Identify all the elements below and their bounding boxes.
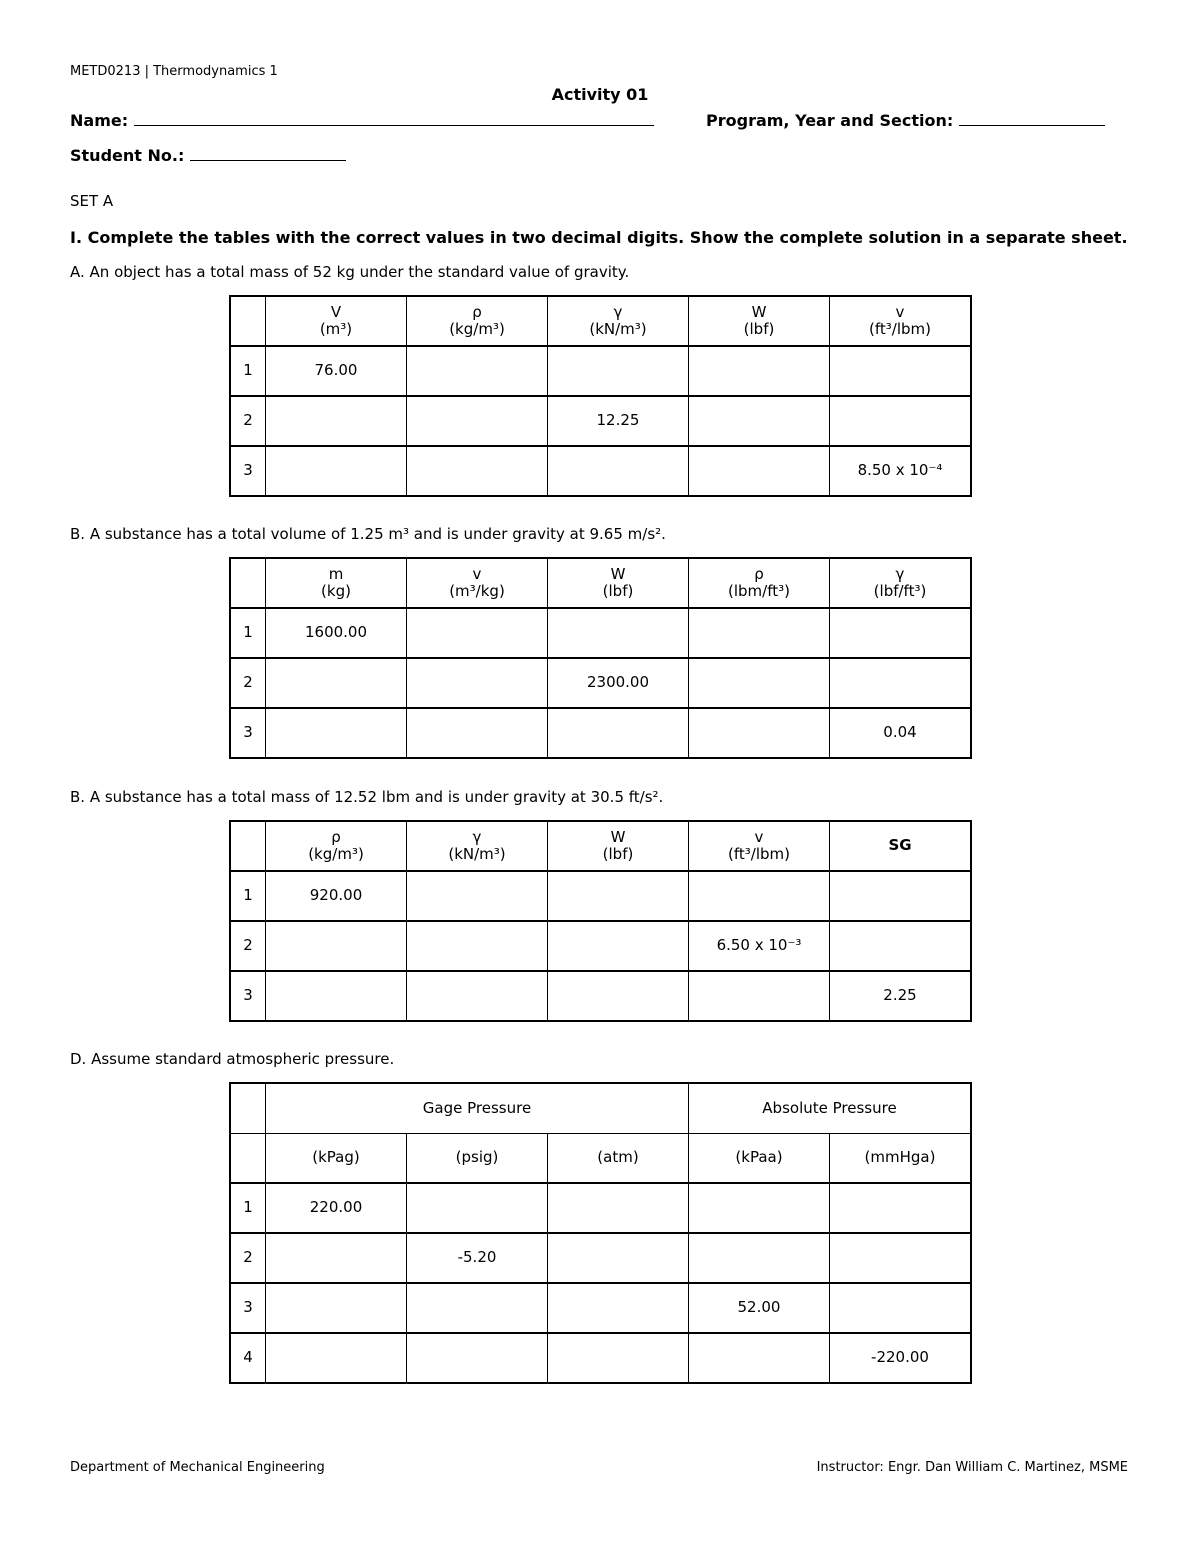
value-cell[interactable] (830, 921, 972, 971)
value-cell[interactable] (689, 971, 830, 1021)
table-row (230, 396, 971, 446)
header-cell: ρ (lbm/ft³) (689, 558, 830, 608)
header-cell: ρ (kg/m³) (266, 821, 407, 871)
page-title: Activity 01 (551, 85, 649, 104)
value-cell[interactable] (407, 446, 548, 496)
table-row (230, 1183, 971, 1233)
value-cell[interactable] (689, 1333, 830, 1383)
corner-cell (230, 1133, 266, 1183)
unit-cell: (atm) (548, 1133, 689, 1183)
table-header-row (230, 558, 971, 608)
unit-cell: (kPaa) (689, 1133, 830, 1183)
name-label: Name: (70, 111, 129, 130)
table-a (229, 295, 972, 497)
section-b2-prompt: B. A substance has a total mass of 12.52 lbm and is under gravity at 30.5 ft/s². (70, 788, 664, 806)
corner-cell (230, 821, 266, 871)
row-index: 2 (230, 921, 266, 971)
table-row (230, 346, 971, 396)
value-cell[interactable] (407, 1333, 548, 1383)
gage-pressure-header: Gage Pressure (266, 1083, 689, 1133)
value-cell[interactable] (689, 871, 830, 921)
table-row (230, 608, 971, 658)
value-cell[interactable] (266, 396, 407, 446)
program-blank[interactable] (959, 109, 1105, 126)
row-index: 1 (230, 871, 266, 921)
value-cell[interactable] (266, 1333, 407, 1383)
header-cell: ρ (kg/m³) (407, 296, 548, 346)
value-cell[interactable] (830, 1233, 972, 1283)
value-cell[interactable] (266, 708, 407, 758)
row-index: 3 (230, 446, 266, 496)
corner-cell (230, 296, 266, 346)
table-b2 (229, 820, 972, 1022)
header-cell: SG (830, 821, 972, 871)
value-cell[interactable] (548, 1183, 689, 1233)
set-label: SET A (70, 192, 114, 210)
value-cell[interactable] (830, 1183, 972, 1233)
row-index: 2 (230, 658, 266, 708)
row-index: 3 (230, 708, 266, 758)
student-blank[interactable] (190, 144, 346, 161)
header-cell: V (m³) (266, 296, 407, 346)
value-cell[interactable] (407, 396, 548, 446)
footer-instructor: Instructor: Engr. Dan William C. Martinez, MSME (816, 1460, 1128, 1475)
header-cell: γ (lbf/ft³) (830, 558, 972, 608)
header-cell: W (lbf) (689, 296, 830, 346)
value-cell[interactable] (548, 871, 689, 921)
value-cell[interactable]: 2300.00 (548, 658, 689, 708)
value-cell[interactable] (689, 346, 830, 396)
value-cell[interactable] (407, 346, 548, 396)
value-cell[interactable] (266, 1233, 407, 1283)
value-cell[interactable] (266, 971, 407, 1021)
table-b1 (229, 557, 972, 759)
value-cell[interactable] (266, 921, 407, 971)
header-cell: v (ft³/lbm) (689, 821, 830, 871)
table-header-row (230, 821, 971, 871)
section-a-prompt: A. An object has a total mass of 52 kg under the standard value of gravity. (70, 263, 630, 281)
value-cell[interactable]: 8.50 x 10⁻⁴ (830, 446, 972, 496)
value-cell[interactable] (548, 608, 689, 658)
value-cell[interactable]: 12.25 (548, 396, 689, 446)
student-label: Student No.: (70, 146, 185, 165)
table-row (230, 708, 971, 758)
value-cell[interactable]: 1600.00 (266, 608, 407, 658)
value-cell[interactable] (689, 396, 830, 446)
header-cell: m (kg) (266, 558, 407, 608)
value-cell[interactable] (548, 446, 689, 496)
value-cell[interactable] (689, 1233, 830, 1283)
corner-cell (230, 558, 266, 608)
value-cell[interactable] (830, 658, 972, 708)
footer-department: Department of Mechanical Engineering (70, 1460, 325, 1475)
value-cell[interactable] (689, 446, 830, 496)
value-cell[interactable] (266, 658, 407, 708)
value-cell[interactable] (830, 608, 972, 658)
value-cell[interactable] (548, 1233, 689, 1283)
header-cell: v (ft³/lbm) (830, 296, 972, 346)
table-row (230, 658, 971, 708)
header-cell: v (m³/kg) (407, 558, 548, 608)
course-code: METD0213 | Thermodynamics 1 (70, 64, 278, 79)
value-cell[interactable] (548, 708, 689, 758)
unit-cell: (psig) (407, 1133, 548, 1183)
value-cell[interactable] (548, 971, 689, 1021)
value-cell[interactable] (548, 1283, 689, 1333)
table-row (230, 446, 971, 496)
row-index: 2 (230, 396, 266, 446)
value-cell[interactable] (407, 708, 548, 758)
value-cell[interactable] (548, 346, 689, 396)
table-row (230, 871, 971, 921)
unit-cell: (kPag) (266, 1133, 407, 1183)
value-cell[interactable] (266, 1283, 407, 1333)
value-cell[interactable] (689, 1183, 830, 1233)
program-label: Program, Year and Section: (706, 111, 954, 130)
row-index: 2 (230, 1233, 266, 1283)
value-cell[interactable] (407, 871, 548, 921)
value-cell[interactable] (830, 871, 972, 921)
table-header-row (230, 296, 971, 346)
table-row (230, 1233, 971, 1283)
value-cell[interactable] (830, 396, 972, 446)
value-cell[interactable] (689, 708, 830, 758)
unit-cell: (mmHga) (830, 1133, 972, 1183)
table-row (230, 1333, 971, 1383)
row-index: 3 (230, 971, 266, 1021)
table-row (230, 921, 971, 971)
header-cell: W (lbf) (548, 821, 689, 871)
value-cell[interactable] (830, 1283, 972, 1333)
section-d-prompt: D. Assume standard atmospheric pressure. (70, 1050, 395, 1068)
value-cell[interactable]: 6.50 x 10⁻³ (689, 921, 830, 971)
absolute-pressure-header: Absolute Pressure (689, 1083, 972, 1133)
value-cell[interactable] (407, 1283, 548, 1333)
value-cell[interactable] (407, 921, 548, 971)
value-cell[interactable] (407, 1183, 548, 1233)
value-cell[interactable] (266, 446, 407, 496)
value-cell[interactable]: 76.00 (266, 346, 407, 396)
value-cell[interactable]: -220.00 (830, 1333, 972, 1383)
table-d (229, 1082, 972, 1384)
row-index: 3 (230, 1283, 266, 1333)
student-field[interactable] (70, 144, 346, 165)
name-blank[interactable] (134, 109, 654, 126)
value-cell[interactable]: 0.04 (830, 708, 972, 758)
value-cell[interactable]: 52.00 (689, 1283, 830, 1333)
row-index: 1 (230, 1183, 266, 1233)
value-cell[interactable] (407, 608, 548, 658)
value-cell[interactable] (689, 608, 830, 658)
value-cell[interactable] (407, 971, 548, 1021)
table-row (230, 971, 971, 1021)
program-field[interactable] (706, 109, 1105, 130)
corner-cell (230, 1083, 266, 1133)
value-cell[interactable] (407, 658, 548, 708)
value-cell[interactable] (548, 1333, 689, 1383)
value-cell[interactable] (830, 346, 972, 396)
header-cell: γ (kN/m³) (407, 821, 548, 871)
section-b1-prompt: B. A substance has a total volume of 1.25 m³ and is under gravity at 9.65 m/s². (70, 525, 666, 543)
table-row (230, 1283, 971, 1333)
name-field[interactable] (70, 109, 654, 130)
value-cell[interactable] (689, 658, 830, 708)
table-unit-row (230, 1133, 971, 1183)
value-cell[interactable]: 920.00 (266, 871, 407, 921)
row-index: 1 (230, 608, 266, 658)
value-cell[interactable] (548, 921, 689, 971)
value-cell[interactable]: 220.00 (266, 1183, 407, 1233)
header-cell: W (lbf) (548, 558, 689, 608)
table-group-row (230, 1083, 971, 1133)
instruction-text: I. Complete the tables with the correct values in two decimal digits. Show the complete solution in a separate sheet. (70, 228, 1128, 247)
row-index: 1 (230, 346, 266, 396)
header-cell: γ (kN/m³) (548, 296, 689, 346)
value-cell[interactable]: -5.20 (407, 1233, 548, 1283)
value-cell[interactable]: 2.25 (830, 971, 972, 1021)
row-index: 4 (230, 1333, 266, 1383)
